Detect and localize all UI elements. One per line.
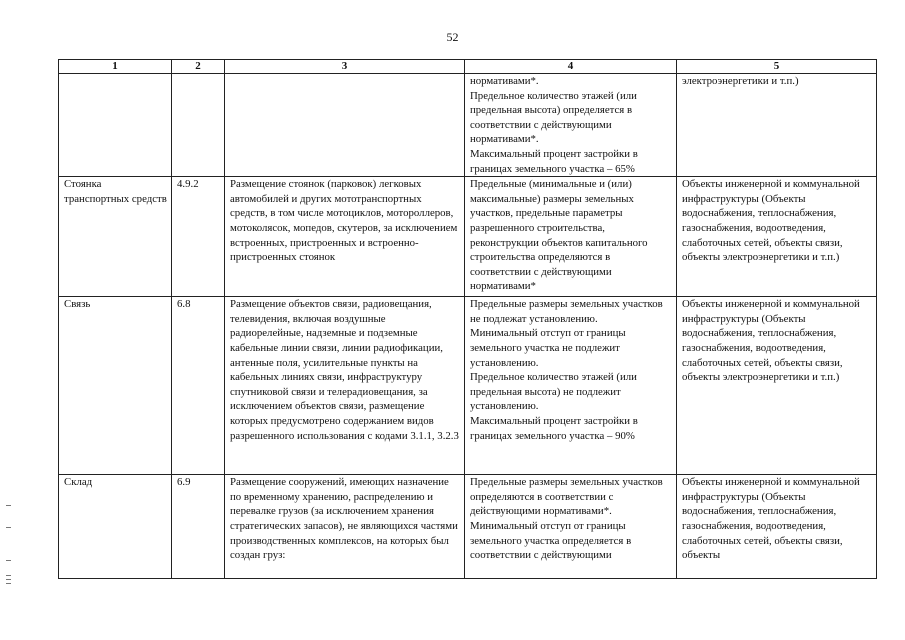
use-name-cell: Связь [59, 297, 172, 475]
parameter-paragraph: Предельные размеры земельных участков не подлежат установлению. [470, 298, 663, 325]
use-code-cell: 6.8 [172, 297, 225, 475]
parameter-paragraph: Максимальный процент застройки в границах земельного участка – 90% [470, 414, 638, 442]
use-description-cell [225, 74, 465, 177]
column-header: 1 [59, 60, 172, 74]
use-description-cell: Размещение стоянок (парковок) легковых автомобилей и других мототранспортных средств, в том числе мотоциклов, мотороллеров, мотоколясок, мопедов, скутеров, за исключением встроенных, пристроенных и встроенно-пристроенных стоянок [225, 177, 465, 297]
use-name-cell: Стоянка транспортных средств [59, 177, 172, 297]
use-code-cell: 6.9 [172, 475, 225, 579]
column-header: 4 [465, 60, 677, 74]
column-header: 5 [677, 60, 877, 74]
parameter-paragraph: Предельные (минимальные и (или) максимальные) размеры земельных участков, предельные параметры разрешенного строительства, реконструкции объектов капитального строительства определяются в соответствии с действующими нормативами* [470, 178, 648, 293]
infrastructure-objects-cell: электроэнергетики и т.п.) [677, 74, 877, 177]
infrastructure-objects-cell: Объекты инженерной и коммунальной инфраструктуры (Объекты водоснабжения, теплоснабжения, газоснабжения, водоотведения, слаботочных сетей, объекты связи, объекты [677, 475, 877, 579]
parameter-paragraph: Минимальный отступ от границы земельного участка определяется в соответствии с действующими [470, 519, 632, 562]
use-name-cell: Склад [59, 475, 172, 579]
table-row [59, 177, 877, 297]
parameters-cell [465, 297, 677, 475]
page-number: 52 [446, 30, 459, 44]
parameter-paragraph: Максимальный процент застройки в границах земельного участка – 65% [470, 147, 638, 175]
parameters-cell [465, 475, 677, 579]
column-header: 3 [225, 60, 465, 74]
parameter-paragraph: Предельное количество этажей (или предельная высота) не подлежит установлению. [470, 371, 637, 413]
land-use-table [58, 59, 877, 579]
parameter-paragraph: Предельное количество этажей (или предельная высота) определяется в соответствии с действующими нормативами*. [470, 89, 637, 146]
table-row [59, 297, 877, 475]
parameters-cell [465, 177, 677, 297]
use-name-cell [59, 74, 172, 177]
binding-margin-marks [6, 505, 12, 595]
use-code-cell: 4.9.2 [172, 177, 225, 297]
use-description-cell: Размещение объектов связи, радиовещания, телевидения, включая воздушные радиорелейные, надземные и подземные кабельные линии связи, линии радиофикации, антенные поля, усилительные пункты на кабельных линиях связи, инфраструктуру спутниковой связи и телерадиовещания, за исключением объектов связи, размещение которых предусмотрено содержанием видов разрешенного использования с кодами 3.1.1, 3.2.3 [225, 297, 465, 475]
header-row [59, 60, 877, 74]
infrastructure-objects-cell: Объекты инженерной и коммунальной инфраструктуры (Объекты водоснабжения, теплоснабжения, газоснабжения, водоотведения, слаботочных сетей, объекты связи, объекты электроэнергетики и т.п.) [677, 177, 877, 297]
parameters-cell [465, 74, 677, 177]
table-row [59, 475, 877, 579]
column-header: 2 [172, 60, 225, 74]
use-code-cell [172, 74, 225, 177]
infrastructure-objects-cell: Объекты инженерной и коммунальной инфраструктуры (Объекты водоснабжения, теплоснабжения, газоснабжения, водоотведения, слаботочных сетей, объекты связи, объекты электроэнергетики и т.п.) [677, 297, 877, 475]
use-description-cell: Размещение сооружений, имеющих назначение по временному хранению, распределению и перевалке грузов (за исключением хранения стратегических запасов), не являющихся частями производственных комплексов, на которых был создан груз: [225, 475, 465, 579]
parameter-paragraph: нормативами*. [470, 75, 539, 87]
parameter-paragraph: Минимальный отступ от границы земельного участка не подлежит установлению. [470, 327, 626, 369]
table-row [59, 74, 877, 177]
parameter-paragraph: Предельные размеры земельных участков определяются в соответствии с действующими нормативами*. [470, 476, 663, 518]
